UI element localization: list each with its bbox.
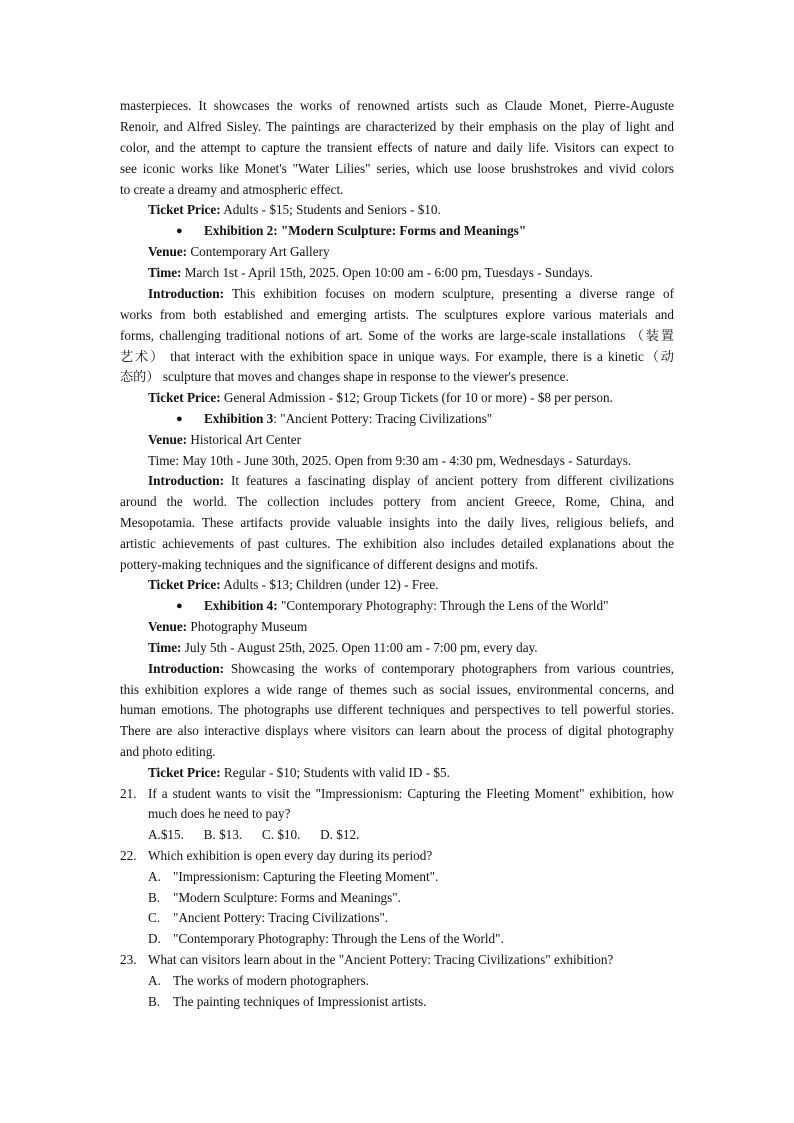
ex4-venue: [148, 619, 307, 635]
ex1-ticket-label: Ticket Price:: [148, 202, 221, 217]
ex3-intro-line-3: Mesopotamia. These artifacts provide valuable insights into the daily lives, religious beliefs, and: [120, 515, 674, 530]
q21-number: 21.: [120, 786, 137, 801]
ex1-intro-line-3: color, and the attempt to capture the transient effects of nature and daily life. Visitors can expect to: [120, 140, 674, 155]
q22-option-c: "Ancient Pottery: Tracing Civilizations".: [173, 910, 389, 925]
ex2-intro-first: [148, 286, 674, 302]
ex2-title: [204, 223, 526, 239]
q21-options: A.$15. B. $13. C. $10. D. $12.: [148, 827, 360, 842]
ex2-venue-label: Venue:: [148, 244, 188, 259]
ex2-venue: [148, 244, 330, 260]
bullet-icon: ●: [176, 413, 183, 425]
q23-text: What can visitors learn about in the "Ancient Pottery: Tracing Civilizations" exhibition?: [148, 952, 614, 967]
q23-option-b: The painting techniques of Impressionist artists.: [173, 994, 427, 1009]
ex2-time-label: Time:: [148, 265, 182, 280]
bullet-icon: ●: [176, 600, 183, 612]
ex1-intro-line-2: Renoir, and Alfred Sisley. The paintings are characterized by their emphasis on the play of light and: [120, 119, 674, 134]
ex2-intro-line-2: works from both established and emerging artists. The sculptures explore various materials and: [120, 307, 674, 322]
ex4-time-value: July 5th - August 25th, 2025. Open 11:00 am - 7:00 pm, every day.: [181, 640, 538, 655]
q22-option-b: "Modern Sculpture: Forms and Meanings".: [173, 890, 401, 905]
ex3-venue-label: Venue:: [148, 432, 188, 447]
ex1-ticket-value: Adults - $15; Students and Seniors - $10.: [220, 202, 441, 217]
ex2-intro-line-5: 态的） sculpture that moves and changes shape in response to the viewer's presence.: [120, 369, 569, 384]
ex3-venue-value: Historical Art Center: [187, 432, 301, 447]
ex4-title: [204, 598, 608, 614]
ex1-intro-line-4: see iconic works like Monet's "Water Lilies" series, which use loose brushstrokes and vivid colors: [120, 161, 674, 176]
bullet-icon: ●: [176, 225, 183, 237]
ex2-time-value: March 1st - April 15th, 2025. Open 10:00 am - 6:00 pm, Tuesdays - Sundays.: [181, 265, 593, 280]
ex3-ticket-value: Adults - $13; Children (under 12) - Free.: [220, 577, 439, 592]
ex4-intro-first: [148, 661, 674, 677]
ex3-intro-line-5: pottery-making techniques and the significance of different designs and motifs.: [120, 557, 538, 572]
ex3-title-text: : "Ancient Pottery: Tracing Civilizations": [273, 411, 493, 426]
q21-text-line-1: If a student wants to visit the "Impressionism: Capturing the Fleeting Moment" exhibition, how: [148, 786, 674, 801]
ex4-time-label: Time:: [148, 640, 182, 655]
q22-option-c-letter: C.: [148, 910, 161, 925]
q22-text: Which exhibition is open every day during its period?: [148, 848, 433, 863]
ex3-intro-first: [148, 473, 674, 489]
ex2-ticket-price: [148, 390, 613, 406]
ex2-title-text: Exhibition 2: "Modern Sculpture: Forms and Meanings": [204, 223, 527, 238]
q21-text-line-2: much does he need to pay?: [148, 806, 291, 821]
q23-number: 23.: [120, 952, 137, 967]
ex4-intro-line-2: this exhibition explores a wide range of themes such as social issues, environmental concerns, and: [120, 682, 674, 697]
q22-option-a: "Impressionism: Capturing the Fleeting Moment".: [173, 869, 439, 884]
q22-option-d-letter: D.: [148, 931, 161, 946]
ex3-title: [204, 411, 492, 427]
ex4-time: [148, 640, 538, 656]
ex3-intro-line-4: artistic achievements of past cultures. The exhibition also includes detailed explanations about the: [120, 536, 674, 551]
ex3-ticket-label: Ticket Price:: [148, 577, 221, 592]
ex4-venue-label: Venue:: [148, 619, 188, 634]
ex3-time: Time: May 10th - June 30th, 2025. Open from 9:30 am - 4:30 pm, Wednesdays - Saturdays.: [148, 453, 632, 468]
ex1-ticket-price: [148, 202, 441, 218]
ex2-intro-label: Introduction:: [148, 286, 224, 301]
ex4-ticket-value: Regular - $10; Students with valid ID - $5.: [220, 765, 450, 780]
ex2-ticket-value: General Admission - $12; Group Tickets (for 10 or more) - $8 per person.: [220, 390, 613, 405]
ex2-ticket-label: Ticket Price:: [148, 390, 221, 405]
ex1-intro-line-5: to create a dreamy and atmospheric effect.: [120, 182, 344, 197]
ex3-intro-label: Introduction:: [148, 473, 224, 488]
ex4-intro-label: Introduction:: [148, 661, 224, 676]
q22-option-a-letter: A.: [148, 869, 161, 884]
ex2-intro-line-4: 艺术） that interact with the exhibition space in unique ways. For example, there is a kinetic（动: [120, 349, 674, 364]
ex4-intro-first-text: Showcasing the works of contemporary photographers from various countries,: [223, 661, 674, 676]
ex4-ticket-price: [148, 765, 450, 781]
q22-option-d: "Contemporary Photography: Through the Lens of the World".: [173, 931, 504, 946]
ex2-time: [148, 265, 593, 281]
ex4-intro-line-3: human emotions. The photographs use different techniques and perspectives to tell powerful stories.: [120, 702, 674, 717]
ex4-intro-line-5: and photo editing.: [120, 744, 216, 759]
q23-option-a-letter: A.: [148, 973, 161, 988]
ex3-ticket-price: [148, 577, 439, 593]
ex1-intro-line-1: masterpieces. It showcases the works of renowned artists such as Claude Monet, Pierre-Auguste: [120, 98, 674, 113]
ex4-venue-value: Photography Museum: [187, 619, 308, 634]
ex4-title-label: Exhibition 4:: [204, 598, 278, 613]
ex4-ticket-label: Ticket Price:: [148, 765, 221, 780]
ex2-venue-value: Contemporary Art Gallery: [187, 244, 330, 259]
ex3-intro-line-2: around the world. The collection includes pottery from ancient Greece, Rome, China, and: [120, 494, 674, 509]
ex4-title-text: "Contemporary Photography: Through the Lens of the World": [277, 598, 609, 613]
q23-option-a: The works of modern photographers.: [173, 973, 369, 988]
ex3-title-label: Exhibition 3: [204, 411, 274, 426]
ex3-intro-first-text: It features a fascinating display of ancient pottery from different civilizations: [223, 473, 674, 488]
q22-option-b-letter: B.: [148, 890, 161, 905]
ex2-intro-first-text: This exhibition focuses on modern sculpture, presenting a diverse range of: [223, 286, 674, 301]
q22-number: 22.: [120, 848, 137, 863]
q23-option-b-letter: B.: [148, 994, 161, 1009]
ex3-venue: [148, 432, 301, 448]
ex4-intro-line-4: There are also interactive displays where visitors can learn about the process of digital photography: [120, 723, 674, 738]
ex2-intro-line-3: forms, challenging traditional notions of art. Some of the works are large-scale installations （装置: [120, 328, 674, 343]
